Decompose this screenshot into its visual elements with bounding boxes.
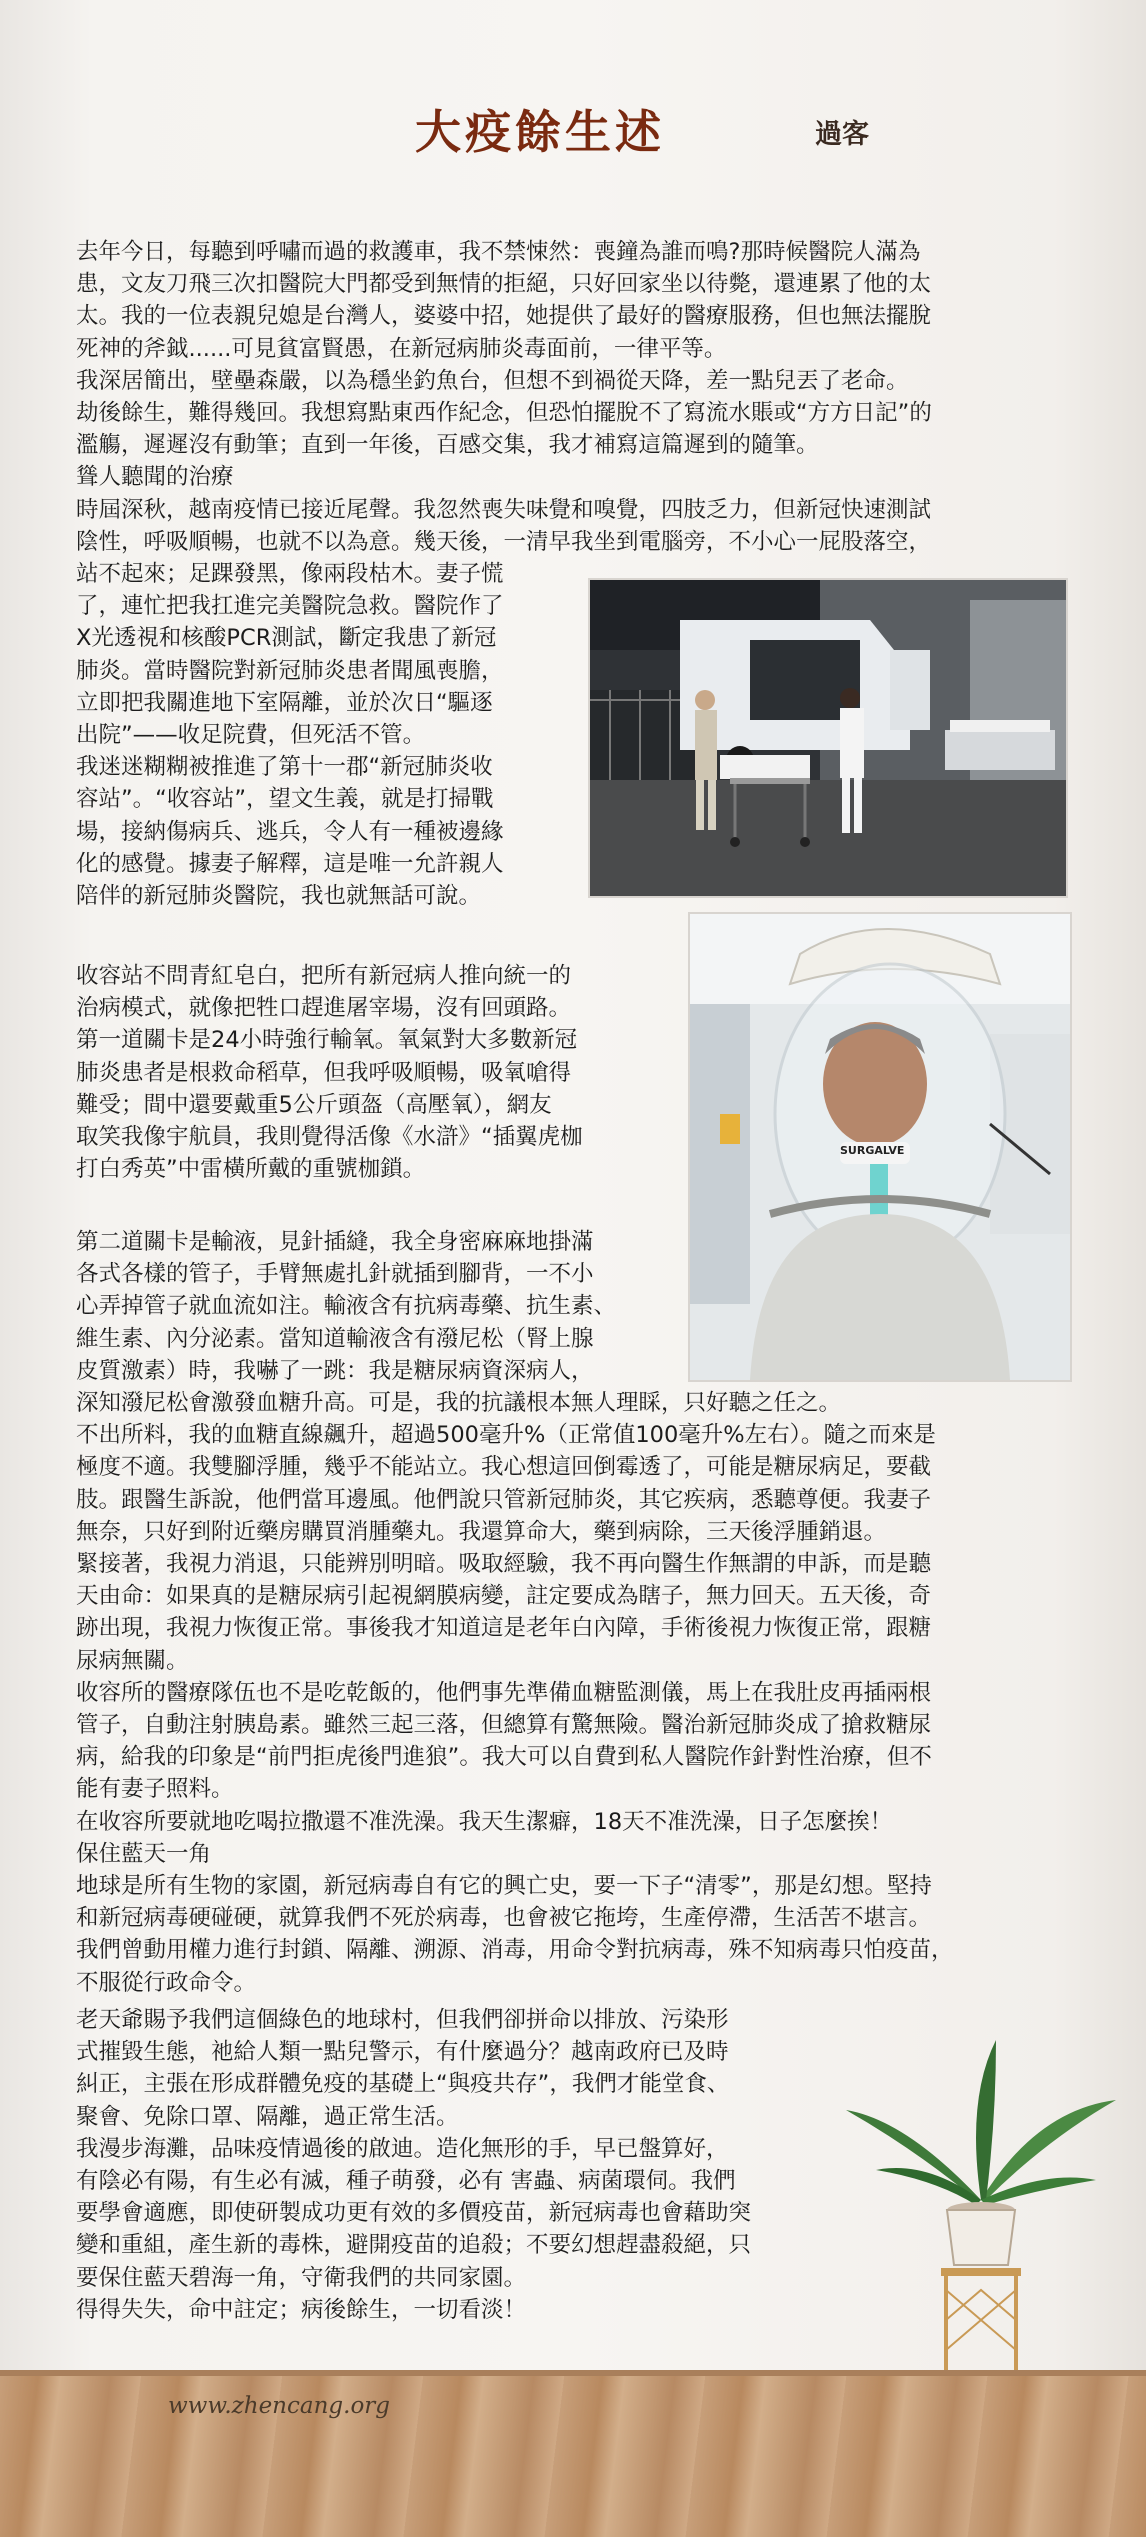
text-block-narrow-3 [76, 1226, 636, 1387]
text-line: 肺炎。當時醫院對新冠肺炎患者聞風喪膽， [76, 657, 504, 684]
page-title: 大疫餘生述 [415, 105, 665, 159]
text-line: 了，連忙把我扛進完美醫院急救。醫院作了 [76, 593, 504, 620]
text-line: 死神的斧鉞......可見貧富賢愚，在新冠病肺炎毒面前，一律平等。 [76, 335, 727, 362]
oxygen-helmet-patient-photo [688, 912, 1072, 1382]
text-line: 跡出現，我視力恢復正常。事後我才知道這是老年白內障，手術後視力恢復正常，跟糖 [76, 1615, 932, 1642]
text-line: 第一道關卡是24小時強行輸氧。氧氣對大多數新冠 [76, 1027, 578, 1054]
text-line: 難受；間中還要戴重5公斤頭盔（高壓氧），網友 [76, 1091, 552, 1118]
text-line: 我迷迷糊糊被推進了第十一郡“新冠肺炎收 [76, 754, 493, 781]
text-line: 病，給我的印象是“前門拒虎後門進狼”。我大可以自費到私人醫院作針對性治療，但不 [76, 1744, 932, 1771]
text-line: 出院”——收足院費，但死活不管。 [76, 722, 426, 749]
text-line: 緊接著，我視力消退，只能辨別明暗。吸取經驗，我不再向醫生作無謂的申訴，而是聽 [76, 1551, 932, 1578]
text-line: 陪伴的新冠肺炎醫院，我也就無話可說。 [76, 883, 482, 910]
website-url: www.zhencang.org [168, 2393, 391, 2419]
ambulance-stretcher-photo [588, 578, 1068, 898]
text-line: 肺炎患者是根救命稻草，但我呼吸順暢，吸氧嗆得 [76, 1059, 572, 1086]
text-line: 糾正，主張在形成群體免疫的基礎上“與疫共存”，我們才能堂食、 [76, 2071, 730, 2098]
text-line: 要學會適應，即使研製成功更有效的多價疫苗，新冠病毒也會藉助突 [76, 2200, 752, 2227]
text-line: 劫後餘生，難得幾回。我想寫點東西作紀念，但恐怕擺脫不了寫流水賬或“方方日記”的 [76, 400, 932, 427]
text-line: 極度不適。我雙腳浮腫，幾乎不能站立。我心想這回倒霉透了，可能是糖尿病足，要截 [76, 1454, 932, 1481]
text-line: 患，文友刀飛三次扣醫院大門都受到無情的拒絕，只好回家坐以待斃，還連累了他的太 [76, 271, 932, 298]
text-line: 要保住藍天碧海一角，守衛我們的共同家園。 [76, 2264, 527, 2291]
helmet-tag-text: SURGALVE [840, 1144, 905, 1157]
text-line: 聚會、免除口罩、隔離，過正常生活。 [76, 2103, 459, 2130]
text-block-narrow-2 [76, 960, 636, 1185]
text-block-narrow-1 [76, 558, 636, 912]
text-line: 聳人聽聞的治療 [76, 464, 234, 491]
text-line: 站不起來；足踝發黑，像兩段枯木。妻子慌 [76, 561, 504, 587]
text-block-bottom [76, 1387, 1076, 1999]
text-line: 時屆深秋，越南疫情已接近尾聲。我忽然喪失味覺和嗅覺，四肢乏力，但新冠快速測試 [76, 496, 932, 523]
text-line: 能有妻子照料。 [76, 1776, 234, 1803]
text-block-end [76, 2004, 836, 2326]
text-line: 不服從行政命令。 [76, 1969, 257, 1996]
text-line: 尿病無關。 [76, 1647, 189, 1674]
text-line: 無奈，只好到附近藥房購買消腫藥丸。我還算命大，藥到病除，三天後浮腫銷退。 [76, 1518, 887, 1545]
text-line: 老天爺賜予我們這個綠色的地球村，但我們卻拼命以排放、污染形 [76, 2007, 729, 2033]
text-line: X光透視和核酸PCR測試，斷定我患了新冠 [76, 625, 497, 652]
text-line: 管子，自動注射胰島素。雖然三起三落，但總算有驚無險。醫治新冠肺炎成了搶救糖尿 [76, 1712, 932, 1739]
text-line: 容站”。“收容站”，望文生義，就是打掃戰 [76, 786, 494, 813]
text-line: 和新冠病毒硬碰硬，就算我們不死於病毒，也會被它拖垮，生產停滯，生活苦不堪言。 [76, 1905, 932, 1932]
text-line: 太。我的一位表親兒媳是台灣人，婆婆中招，她提供了最好的醫療服務，但也無法擺脫 [76, 303, 932, 330]
author-name: 過客 [815, 119, 869, 150]
text-line: 我深居簡出，壁壘森嚴，以為穩坐釣魚台，但想不到禍從天降，差一點兒丟了老命。 [76, 367, 909, 394]
text-line: 治病模式，就像把牲口趕進屠宰場，沒有回頭路。 [76, 995, 572, 1022]
text-line: 不出所料，我的血糖直線飆升，超過500毫升%（正常值100毫升%左右）。隨之而來是 [76, 1422, 936, 1449]
text-line: 皮質激素）時，我嚇了一跳：我是糖尿病資深病人， [76, 1357, 594, 1384]
text-line: 天由命：如果真的是糖尿病引起視網膜病變，註定要成為瞎子，無力回天。五天後，奇 [76, 1583, 932, 1610]
text-line: 收容所的醫療隊伍也不是吃乾飯的，他們事先準備血糖監測儀，馬上在我肚皮再插兩根 [76, 1679, 932, 1706]
text-line: 得得失失，命中註定；病後餘生，一切看淡！ [76, 2296, 527, 2323]
text-line: 收容站不問青紅皂白，把所有新冠病人推向統一的 [76, 963, 572, 989]
text-line: 立即把我關進地下室隔離，並於次日“驅逐 [76, 689, 493, 716]
text-line: 我漫步海灘，品味疫情過後的啟迪。造化無形的手，早已盤算好， [76, 2135, 729, 2162]
text-line: 濫觴，遲遲沒有動筆；直到一年後，百感交集，我才補寫這篇遲到的隨筆。 [76, 432, 819, 459]
potted-plant-decoration [846, 2040, 1116, 2370]
text-line: 在收容所要就地吃喝拉撒還不准洗澡。我天生潔癖，18天不准洗澡，日子怎麼挨！ [76, 1808, 893, 1835]
text-line: 打白秀英”中雷橫所戴的重號枷鎖。 [76, 1156, 426, 1183]
text-line: 場，接納傷病兵、逃兵，令人有一種被邊緣 [76, 818, 504, 845]
text-block-top [76, 236, 1076, 558]
text-line: 保住藍天一角 [76, 1840, 212, 1867]
text-line: 陰性，呼吸順暢，也就不以為意。幾天後，一清早我坐到電腦旁，不小心一屁股落空， [76, 528, 932, 555]
text-line: 各式各樣的管子，手臂無處扎針就插到腳背，一不小 [76, 1261, 594, 1288]
text-line: 化的感覺。據妻子解釋，這是唯一允許親人 [76, 850, 504, 877]
text-line: 有陰必有陽，有生必有滅，種子萌發，必有 害蟲、病菌環伺。我們 [76, 2168, 736, 2195]
text-line: 第二道關卡是輸液，見針插縫，我全身密麻麻地掛滿 [76, 1229, 594, 1255]
text-line: 深知潑尼松會激發血糖升高。可是，我的抗議根本無人理睬，只好聽之任之。 [76, 1390, 842, 1416]
text-line: 地球是所有生物的家園，新冠病毒自有它的興亡史，要一下子“清零”，那是幻想。堅持 [76, 1873, 932, 1900]
text-line: 變和重組，產生新的毒株，避開疫苗的追殺；不要幻想趕盡殺絕，只 [76, 2232, 752, 2259]
plant-leaves [846, 2040, 1116, 2205]
text-line: 去年今日，每聽到呼嘯而過的救護車，我不禁悚然：喪鐘為誰而鳴?那時候醫院人滿為 [76, 239, 921, 265]
text-line: 維生素、內分泌素。當知道輸液含有潑尼松（腎上腺 [76, 1325, 594, 1352]
text-line: 取笑我像宇航員，我則覺得活像《水滸》“插翼虎枷 [76, 1124, 583, 1151]
text-line: 肢。跟醫生訴說，他們當耳邊風。他們說只管新冠肺炎，其它疾病，悉聽尊便。我妻子 [76, 1486, 932, 1513]
text-line: 式摧毀生態，祂給人類一點兒警示，有什麼過分？越南政府已及時 [76, 2039, 729, 2066]
text-line: 心弄掉管子就血流如注。輸液含有抗病毒藥、抗生素、 [76, 1293, 617, 1320]
text-line: 我們曾動用權力進行封鎖、隔離、溯源、消毒，用命令對抗病毒，殊不知病毒只怕疫苗， [76, 1937, 954, 1964]
ambulance-scene-illustration [590, 580, 1066, 896]
